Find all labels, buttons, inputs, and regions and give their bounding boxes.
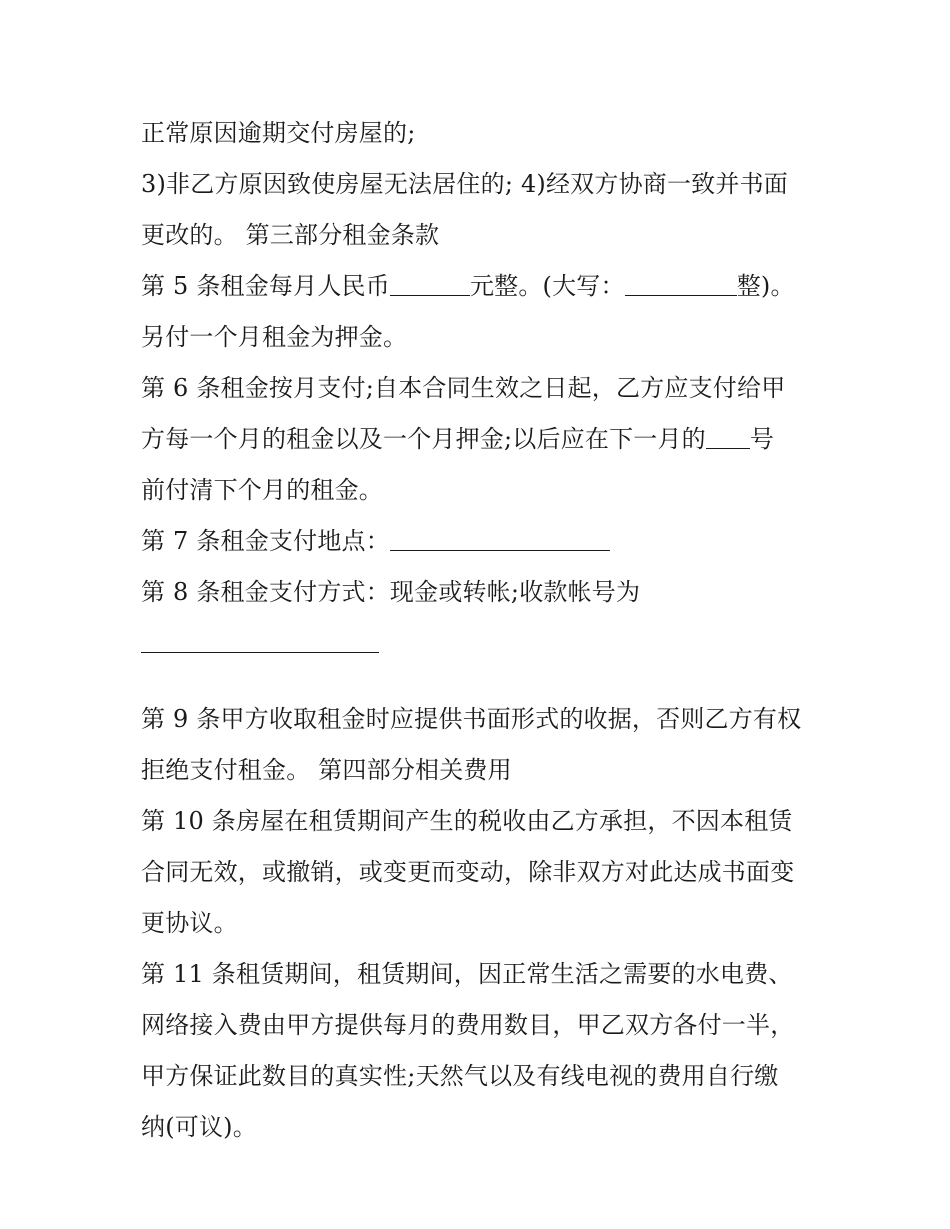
text-line: 第 6 条租金按月支付;自本合同生效之日起，乙方应支付给甲 — [141, 374, 786, 402]
text-line: 3)非乙方原因致使房屋无法居住的; 4)经双方协商一致并书面 — [141, 170, 788, 198]
text-segment: 元整。(大写： — [469, 272, 625, 300]
fill-in-blank — [141, 632, 379, 653]
text-line: 甲方保证此数目的真实性;天然气以及有线电视的费用自行缴 — [141, 1062, 779, 1090]
text-line: 网络接入费由甲方提供每月的费用数目，甲乙双方各付一半， — [141, 1011, 795, 1039]
text-line: 第 10 条房屋在租赁期间产生的税收由乙方承担，不因本租赁 — [141, 807, 793, 835]
fill-in-blank — [390, 275, 470, 296]
text-line: 正常原因逾期交付房屋的; — [141, 119, 416, 147]
text-line: 拒绝支付租金。 第四部分相关费用 — [141, 756, 512, 784]
text-line: 合同无效，或撤销，或变更而变动，除非双方对此达成书面变 — [141, 858, 795, 886]
text-segment: 第 5 条租金每月人民币 — [141, 272, 390, 300]
article-5-line — [141, 261, 821, 312]
account-blank-line — [141, 618, 821, 669]
text-line: 纳(可议)。 — [141, 1113, 257, 1141]
text-line: 第 9 条甲方收取租金时应提供书面形式的收据，否则乙方有权 — [141, 705, 802, 733]
text-segment: 第 7 条租金支付地点： — [141, 527, 390, 555]
text-line: 前付清下个月的租金。 — [141, 476, 383, 504]
fill-in-blank — [390, 530, 610, 551]
text-line: 第 11 条租赁期间，租赁期间，因正常生活之需要的水电费、 — [141, 960, 793, 988]
text-segment: 号 — [749, 425, 775, 453]
text-segment: 方每一个月的租金以及一个月押金;以后应在下一月的 — [141, 425, 706, 453]
text-line: 更改的。 第三部分租金条款 — [141, 221, 440, 249]
article-6-line — [141, 414, 821, 465]
fill-in-blank — [706, 428, 750, 449]
article-7-line — [141, 516, 821, 567]
text-line: 第 8 条租金支付方式：现金或转帐;收款帐号为 — [141, 578, 641, 606]
text-segment: 整)。 — [736, 272, 795, 300]
text-line: 另付一个月租金为押金。 — [141, 323, 408, 351]
fill-in-blank — [625, 275, 737, 296]
text-line: 更协议。 — [141, 909, 238, 937]
document-page — [141, 108, 821, 1153]
paragraph-gap — [141, 669, 821, 694]
